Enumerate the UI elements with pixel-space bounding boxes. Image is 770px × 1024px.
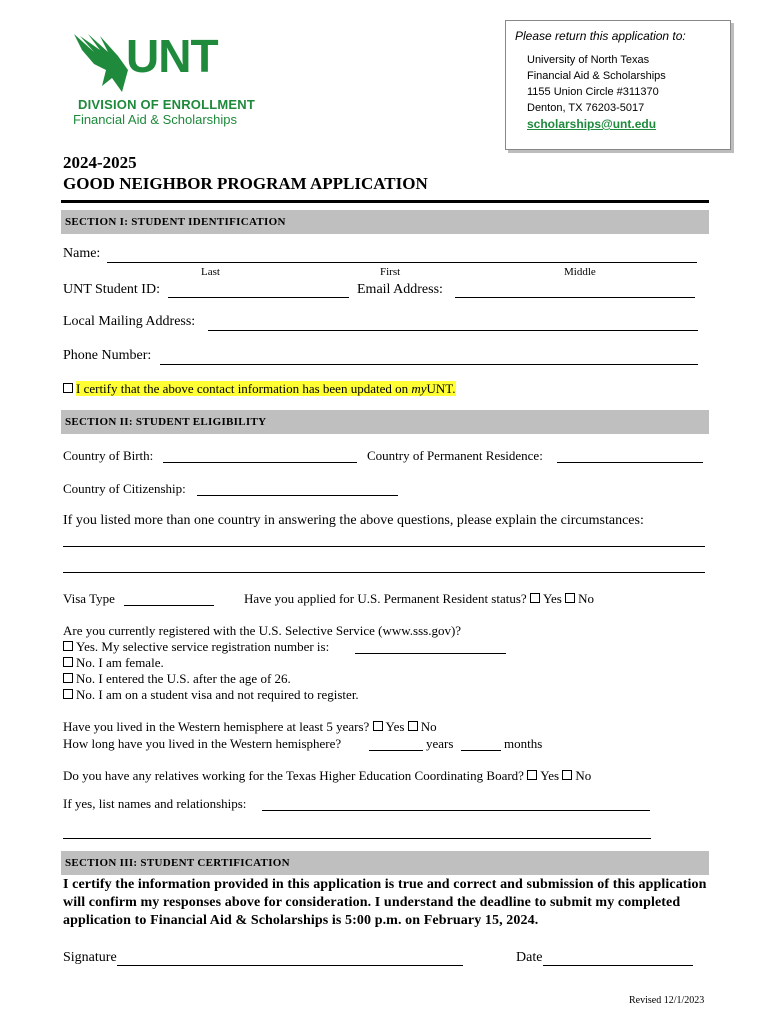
certification-statement: I certify the information provided in this application is true and correct and submission of this application will confirm my responses above for consideration. I understand the deadline to submit my completed application to Financial Aid & Scholarships is 5:00 p.m. on February 15, 2024.: [63, 877, 707, 928]
email-field[interactable]: [455, 297, 695, 298]
permres-no-checkbox[interactable]: [565, 593, 575, 603]
western-yes-checkbox[interactable]: [373, 721, 383, 731]
date-field[interactable]: [543, 965, 693, 966]
residence-label: Country of Permanent Residence:: [367, 448, 543, 463]
selective-yes-checkbox[interactable]: [63, 641, 73, 651]
certify-contact-row: [63, 381, 456, 397]
howlong-question: How long have you lived in the Western hemisphere?: [63, 736, 342, 751]
logo-wordmark: UNT: [126, 30, 218, 82]
months-label: months: [504, 736, 543, 751]
section-header: [61, 410, 709, 434]
relatives-field[interactable]: [262, 810, 650, 811]
relatives-list-label: If yes, list names and relationships:: [63, 796, 247, 811]
return-title: Please return this application to:: [515, 29, 686, 43]
logo-division: DIVISION OF ENROLLMENT: [78, 97, 256, 112]
signature-label: Signature: [63, 950, 117, 965]
name-label: Name:: [63, 246, 101, 261]
relatives-no-checkbox[interactable]: [562, 770, 572, 780]
birth-label: Country of Birth:: [63, 448, 154, 463]
return-address-box: [505, 20, 731, 150]
selective-female-checkbox[interactable]: [63, 657, 73, 667]
phone-field[interactable]: [160, 364, 698, 365]
selective-option: Yes. My selective service registration number is:: [63, 639, 329, 655]
selective-question: Are you currently registered with the U.S. Selective Service (www.sss.gov)?: [63, 623, 462, 638]
certify-contact-checkbox[interactable]: [63, 383, 73, 393]
citizenship-field[interactable]: [197, 495, 398, 496]
section-title: SECTION I: STUDENT IDENTIFICATION: [65, 216, 286, 228]
months-field[interactable]: [461, 750, 501, 751]
section-title: SECTION II: STUDENT ELIGIBILITY: [65, 416, 267, 428]
program-year: 2024-2025: [63, 153, 137, 172]
return-line: 1155 Union Circle #311370: [527, 86, 659, 98]
selective-option: No. I am female.: [63, 655, 164, 671]
selective-option: No. I am on a student visa and not required to register.: [63, 687, 359, 703]
relatives-line-2[interactable]: [63, 838, 651, 839]
phone-label: Phone Number:: [63, 348, 152, 363]
certify-contact-text: I certify that the above contact information has been updated on myUNT.: [76, 381, 456, 396]
selective-visa-checkbox[interactable]: [63, 689, 73, 699]
selective-option: No. I entered the U.S. after the age of 26.: [63, 671, 291, 687]
email-link[interactable]: scholarships@unt.edu: [527, 117, 657, 131]
middle-sublabel: Middle: [564, 266, 596, 278]
mailing-address-field[interactable]: [208, 330, 698, 331]
section-header: [61, 851, 709, 875]
western-row: Have you lived in the Western hemisphere at least 5 years? Yes No: [63, 719, 437, 734]
selective-number-field[interactable]: [355, 653, 506, 654]
explain-line-1[interactable]: [63, 546, 705, 547]
section-title: SECTION III: STUDENT CERTIFICATION: [65, 857, 290, 869]
last-sublabel: Last: [201, 266, 220, 278]
return-line: University of North Texas: [527, 54, 650, 66]
years-field[interactable]: [369, 750, 423, 751]
page-title: GOOD NEIGHBOR PROGRAM APPLICATION: [63, 174, 428, 193]
first-sublabel: First: [380, 266, 401, 278]
permres-row: Have you applied for U.S. Permanent Resident status? Yes No: [244, 591, 594, 606]
permres-yes-checkbox[interactable]: [530, 593, 540, 603]
section-header: [61, 210, 709, 234]
residence-country-field[interactable]: [557, 462, 703, 463]
name-field[interactable]: [107, 262, 697, 263]
mailing-label: Local Mailing Address:: [63, 314, 196, 329]
return-line: Denton, TX 76203-5017: [527, 102, 645, 114]
revision-date: Revised 12/1/2023: [629, 995, 705, 1006]
visa-type-field[interactable]: [124, 605, 214, 606]
title-divider: [61, 200, 709, 203]
citizenship-label: Country of Citizenship:: [63, 481, 186, 496]
birth-country-field[interactable]: [163, 462, 357, 463]
signature-field[interactable]: [117, 965, 463, 966]
logo-department: Financial Aid & Scholarships: [73, 112, 238, 127]
date-label: Date: [516, 950, 543, 965]
western-no-checkbox[interactable]: [408, 721, 418, 731]
selective-age-checkbox[interactable]: [63, 673, 73, 683]
return-line: Financial Aid & Scholarships: [527, 70, 666, 82]
unt-logo: [70, 28, 270, 128]
email-label: Email Address:: [357, 282, 443, 297]
student-id-field[interactable]: [168, 297, 349, 298]
relatives-yes-checkbox[interactable]: [527, 770, 537, 780]
visa-label: Visa Type: [63, 591, 115, 606]
explain-line-2[interactable]: [63, 572, 705, 573]
explain-prompt: If you listed more than one country in answering the above questions, please explain the circumstances:: [63, 513, 644, 528]
years-label: years: [426, 736, 454, 751]
relatives-row: Do you have any relatives working for the Texas Higher Education Coordinating Board? Yes No: [63, 768, 592, 783]
student-id-label: UNT Student ID:: [63, 282, 160, 297]
